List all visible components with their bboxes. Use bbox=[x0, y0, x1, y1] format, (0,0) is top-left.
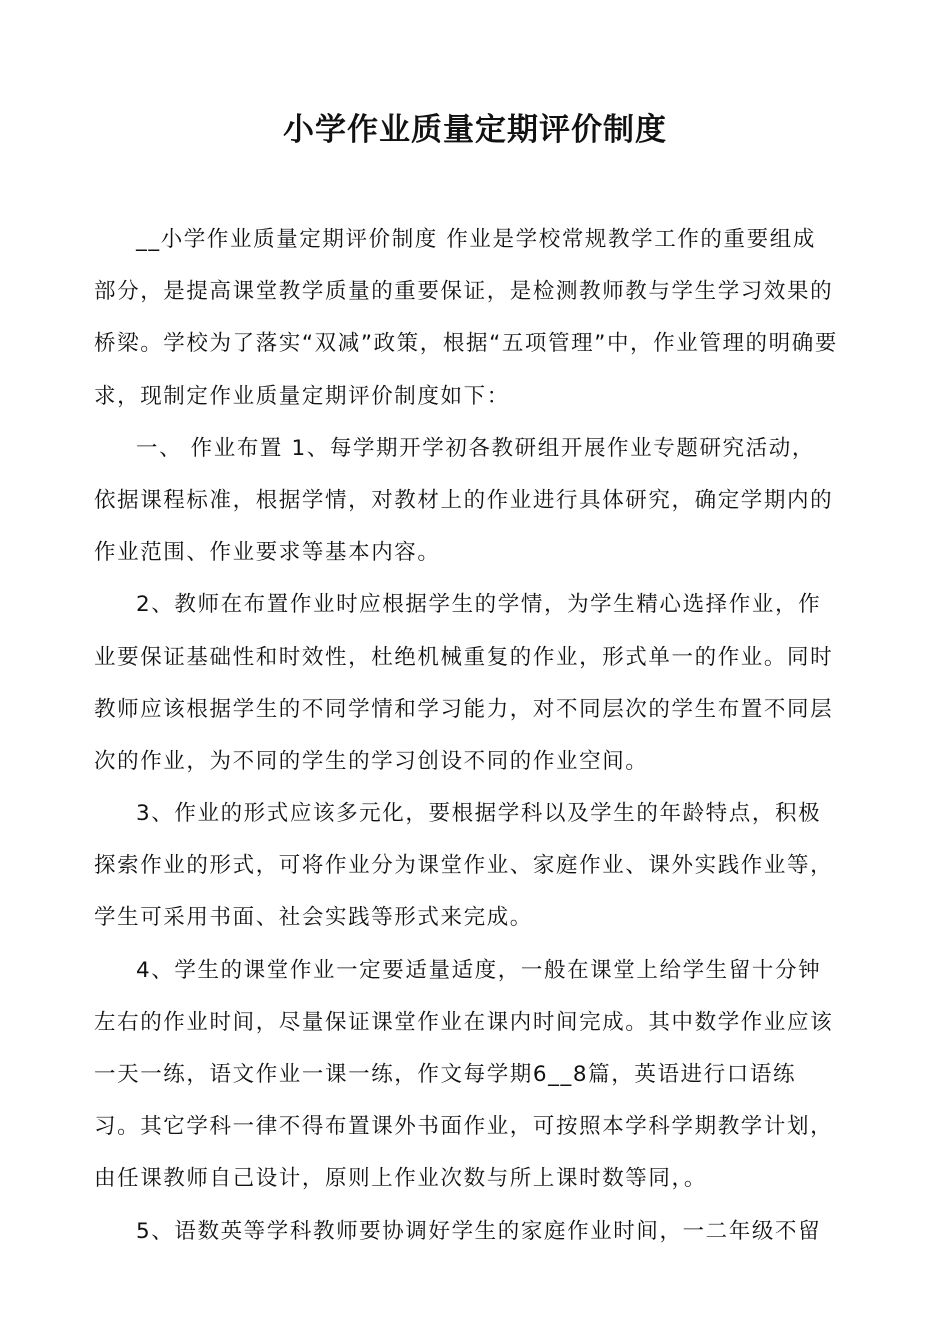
paragraph-line: 作业范围、作业要求等基本内容。 bbox=[94, 540, 441, 566]
paragraph-line: 业要保证基础性和时效性，杜绝机械重复的作业，形式单一的作业。同时 bbox=[94, 644, 834, 670]
document-title: 小学作业质量定期评价制度 bbox=[283, 112, 667, 148]
paragraph-line: 一天一练，语文作业一课一练，作文每学期6__8篇，英语进行口语练 bbox=[94, 1062, 797, 1087]
paragraph-line: 4、学生的课堂作业一定要适量适度，一般在课堂上给学生留十分钟 bbox=[136, 957, 822, 983]
paragraph-line: 由任课教师自己设计，原则上作业次数与所上课时数等同，。 bbox=[94, 1166, 707, 1192]
paragraph-line: 2、教师在布置作业时应根据学生的学情，为学生精心选择作业，作 bbox=[136, 592, 822, 618]
paragraph-line: __小学作业质量定期评价制度 作业是学校常规教学工作的重要组成 bbox=[136, 227, 816, 252]
document-body bbox=[94, 214, 864, 1258]
paragraph-line: 5、语数英等学科教师要协调好学生的家庭作业时间，一二年级不留 bbox=[136, 1218, 822, 1244]
paragraph-line: 学生可采用书面、社会实践等形式来完成。 bbox=[94, 905, 533, 931]
paragraph-line: 教师应该根据学生的不同学情和学习能力，对不同层次的学生布置不同层 bbox=[94, 696, 834, 722]
paragraph-line: 左右的作业时间，尽量保证课堂作业在课内时间完成。其中数学作业应该 bbox=[94, 1009, 834, 1035]
paragraph-line: 习。其它学科一律不得布置课外书面作业，可按照本学科学期教学计划， bbox=[94, 1114, 834, 1140]
paragraph-line: 求，现制定作业质量定期评价制度如下： bbox=[94, 383, 510, 409]
paragraph-line: 探索作业的形式，可将作业分为课堂作业、家庭作业、课外实践作业等， bbox=[94, 853, 834, 879]
paragraph-line: 3、作业的形式应该多元化，要根据学科以及学生的年龄特点，积极 bbox=[136, 801, 822, 827]
paragraph-line: 桥梁。学校为了落实“双减”政策，根据“五项管理”中，作业管理的明确要 bbox=[94, 331, 838, 357]
paragraph-line: 一、 作业布置 1、每学期开学初各教研组开展作业专题研究活动， bbox=[136, 435, 815, 461]
paragraph-line: 依据课程标准，根据学情，对教材上的作业进行具体研究，确定学期内的 bbox=[94, 487, 834, 513]
paragraph-line: 次的作业，为不同的学生的学习创设不同的作业空间。 bbox=[94, 748, 649, 774]
paragraph-line: 部分，是提高课堂教学质量的重要保证，是检测教师教与学生学习效果的 bbox=[94, 279, 834, 305]
